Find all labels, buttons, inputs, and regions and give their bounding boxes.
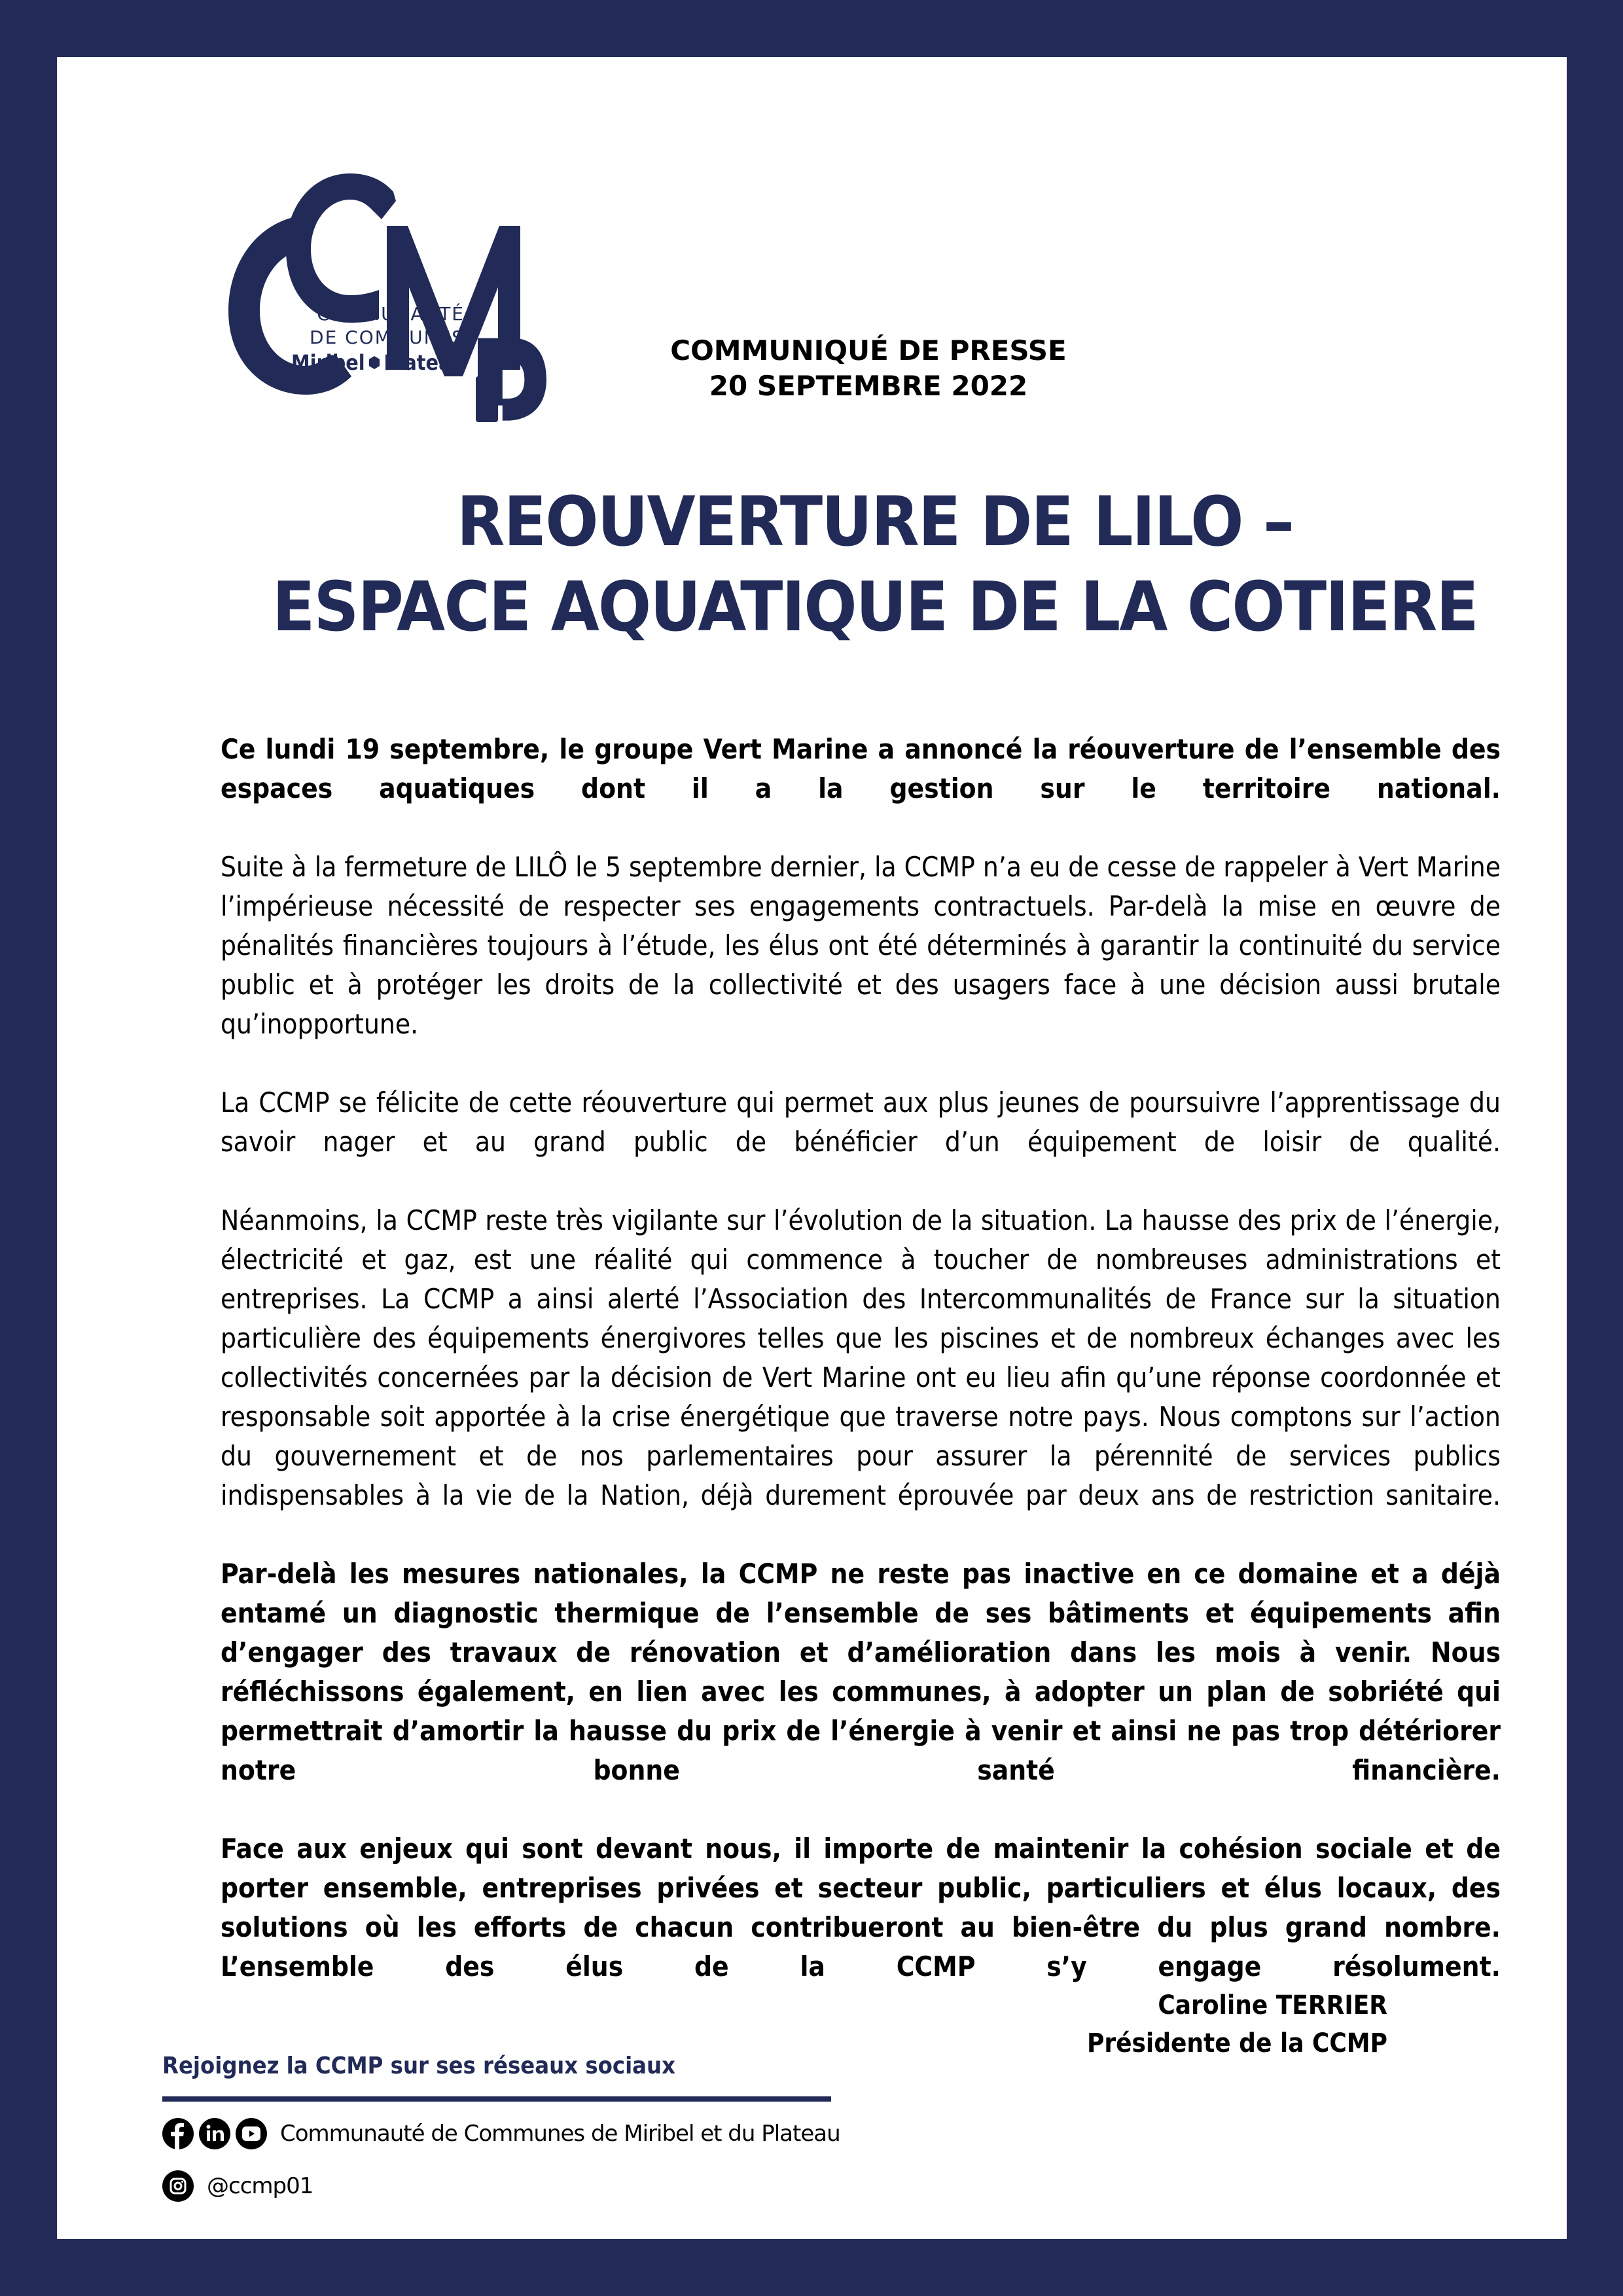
signatory-role: Présidente de la CCMP bbox=[1086, 2028, 1387, 2058]
instagram-icon[interactable] bbox=[162, 2170, 194, 2202]
social-row-instagram bbox=[162, 2170, 313, 2202]
press-release-page bbox=[57, 57, 1567, 2239]
facebook-icon[interactable] bbox=[162, 2118, 194, 2149]
page-title bbox=[162, 479, 1588, 649]
body-paragraph: Ce lundi 19 septembre, le groupe Vert Marine a annoncé la réouverture de l’ensemble des espaces aquatiques dont il a la gestion sur le territoire national. bbox=[221, 733, 1501, 804]
signatory-name: Caroline TERRIER bbox=[1158, 1990, 1387, 2020]
body-paragraph: Néanmoins, la CCMP reste très vigilante sur l’évolution de la situation. La hausse des prix de l’énergie, électricité et gaz, est une réalité qui commence à toucher de nombreuses administrations et entreprises. La CCMP a ainsi alerté l’Association des Intercommunalités de France sur la situation particulière des équipements énergivores telles que les piscines et de nombreux échanges avec les collectivités concernées par la décision de Vert Marine ont eu lieu afin qu’une réponse coordonnée et responsable soit apportée à la crise énergétique que traverse notre pays. Nous comptons sur l’action du gouvernement et de nos parlementaires pour assurer la pérennité de services publics indispensables à la vie de la Nation, déjà durement éprouvée par deux ans de restriction sanitaire. bbox=[221, 1204, 1501, 1511]
hexagon-icon bbox=[369, 356, 380, 369]
social-label-networks[interactable]: Communauté de Communes de Miribel et du Plateau bbox=[280, 2121, 840, 2147]
body-paragraph: La CCMP se félicite de cette réouverture qui permet aux plus jeunes de poursuivre l’apprentissage du savoir nager et au grand public de bénéficier d’un équipement de loisir de qualité. bbox=[221, 1086, 1501, 1158]
social-label-instagram[interactable]: @ccmp01 bbox=[207, 2173, 313, 2199]
signature bbox=[1087, 1986, 1387, 2062]
logo-line-communaute: COMMUNAUTÉ bbox=[317, 303, 465, 325]
logo-plateau: Plateau bbox=[383, 350, 465, 375]
ccmp-monogram-icon bbox=[228, 154, 569, 422]
social-row-networks bbox=[162, 2118, 840, 2149]
youtube-icon[interactable] bbox=[236, 2118, 267, 2149]
logo-line-miribel-plateau bbox=[291, 350, 465, 376]
logo-line-de-communes: DE COMMUNES bbox=[310, 327, 465, 348]
logo-wordmark bbox=[291, 302, 465, 376]
footer-divider bbox=[162, 2096, 831, 2102]
title-line-2: ESPACE AQUATIQUE DE LA COTIERE bbox=[272, 567, 1478, 647]
body-paragraph: Suite à la fermeture de LILÔ le 5 septembre dernier, la CCMP n’a eu de cesse de rappeler à Vert Marine l’impérieuse nécessité de respecter ses engagements contractuels. Par-delà la mise en œuvre de pénalités financières toujours à l’étude, les élus ont été déterminés à garantir la continuité du service public et à protéger les droits de la collectivité et des usagers face à une décision aussi brutale qu’inopportune. bbox=[221, 851, 1501, 1040]
press-header bbox=[626, 333, 1111, 404]
linkedin-icon[interactable] bbox=[199, 2118, 230, 2149]
logo-miribel: Miribel bbox=[291, 350, 365, 375]
social-heading: Rejoignez la CCMP sur ses réseaux sociaux bbox=[162, 2053, 675, 2079]
body-paragraph: Par-delà les mesures nationales, la CCMP ne reste pas inactive en ce domaine et a déjà entamé un diagnostic thermique de l’ensemble de ses bâtiments et équipements afin d’engager des travaux de rénovation et d’amélioration dans les mois à venir. Nous réfléchissons également, en lien avec les communes, à adopter un plan de sobriété qui permettrait d’amortir la hausse du prix de l’énergie à venir et ainsi ne pas trop détériorer notre bonne santé financière. bbox=[221, 1558, 1501, 1786]
press-kind: COMMUNIQUÉ DE PRESSE bbox=[670, 334, 1067, 367]
body-paragraph: Face aux enjeux qui sont devant nous, il importe de maintenir la cohésion sociale et de porter ensemble, entreprises privées et secteur public, particuliers et élus locaux, des solutions où les efforts de chacun contribueront au bien-être du plus grand nombre. L’ensemble des élus de la CCMP s’y engage résolument. bbox=[221, 1833, 1501, 1982]
press-body bbox=[221, 730, 1501, 2026]
title-line-1: REOUVERTURE DE LILO – bbox=[456, 482, 1294, 562]
ccmp-logo bbox=[228, 154, 569, 422]
press-date: 20 SEPTEMBRE 2022 bbox=[709, 370, 1028, 402]
